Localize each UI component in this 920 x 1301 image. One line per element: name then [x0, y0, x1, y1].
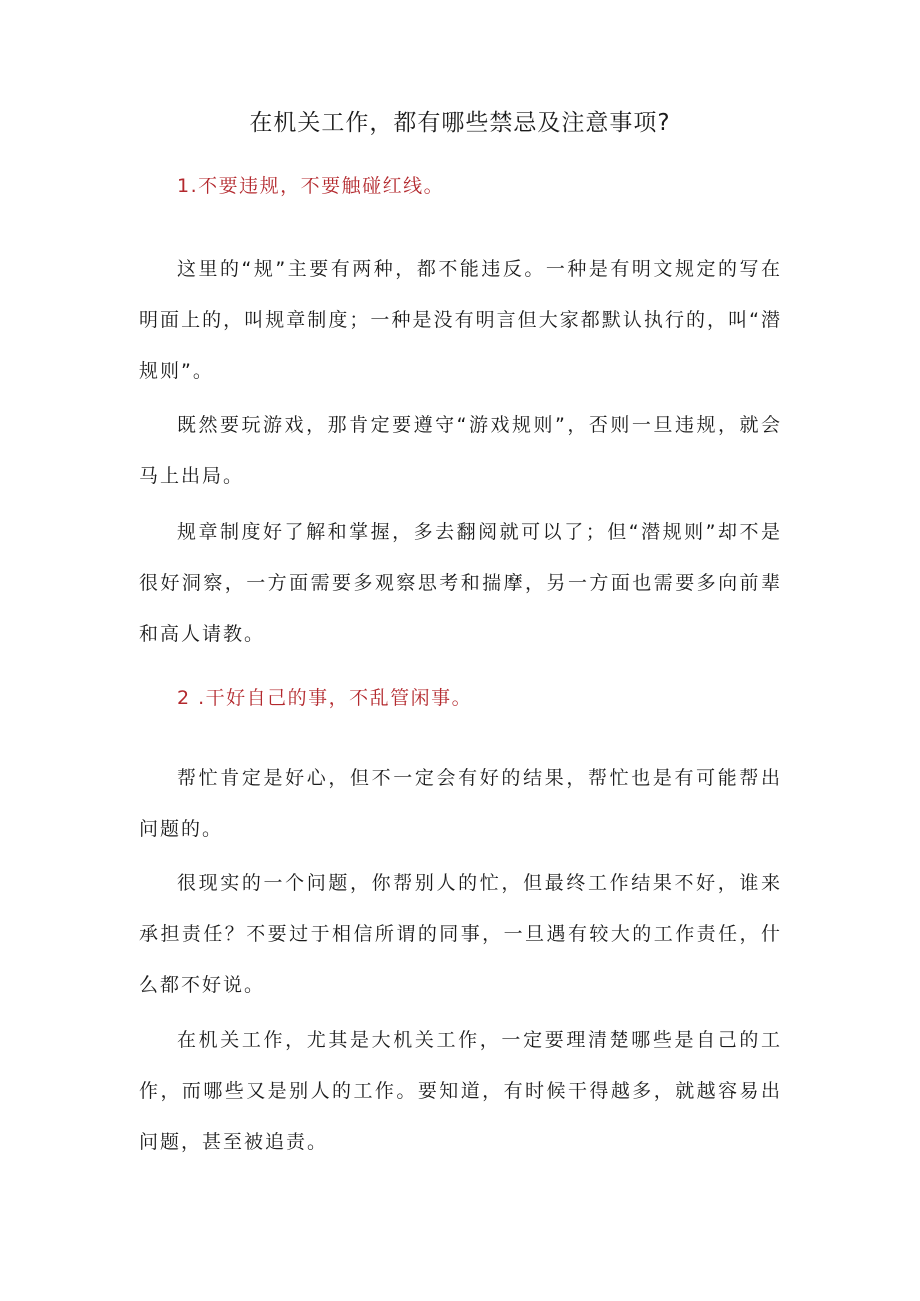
paragraph-2-3: 在机关工作，尤其是大机关工作，一定要理清楚哪些是自己的工作，而哪些又是别人的工作。要知道，有时候干得越多，就越容易出问题，甚至被追责。: [139, 1029, 782, 1153]
section-heading-2: 2 .干好自己的事，不乱管闲事。: [177, 687, 473, 709]
paragraph-1-1: 这里的“规”主要有两种，都不能违反。一种是有明文规定的写在明面上的，叫规章制度；一种是没有明言但大家都默认执行的，叫“潜规则”。: [139, 258, 782, 382]
section-heading-1: 1.不要违规，不要触碰红线。: [177, 175, 445, 197]
paragraph-1-3: 规章制度好了解和掌握，多去翻阅就可以了；但“潜规则”却不是很好洞察，一方面需要多观察思考和揣摩，另一方面也需要多向前辈和高人请教。: [139, 521, 782, 645]
document-title: 在机关工作，都有哪些禁忌及注意事项?: [249, 110, 671, 136]
paragraph-2-1: 帮忙肯定是好心，但不一定会有好的结果，帮忙也是有可能帮出问题的。: [139, 767, 782, 840]
paragraph-2-2: 很现实的一个问题，你帮别人的忙，但最终工作结果不好，谁来承担责任？不要过于相信所谓的同事，一旦遇有较大的工作责任，什么都不好说。: [139, 872, 782, 996]
paragraph-1-2: 既然要玩游戏，那肯定要遵守“游戏规则”，否则一旦违规，就会马上出局。: [139, 414, 782, 487]
